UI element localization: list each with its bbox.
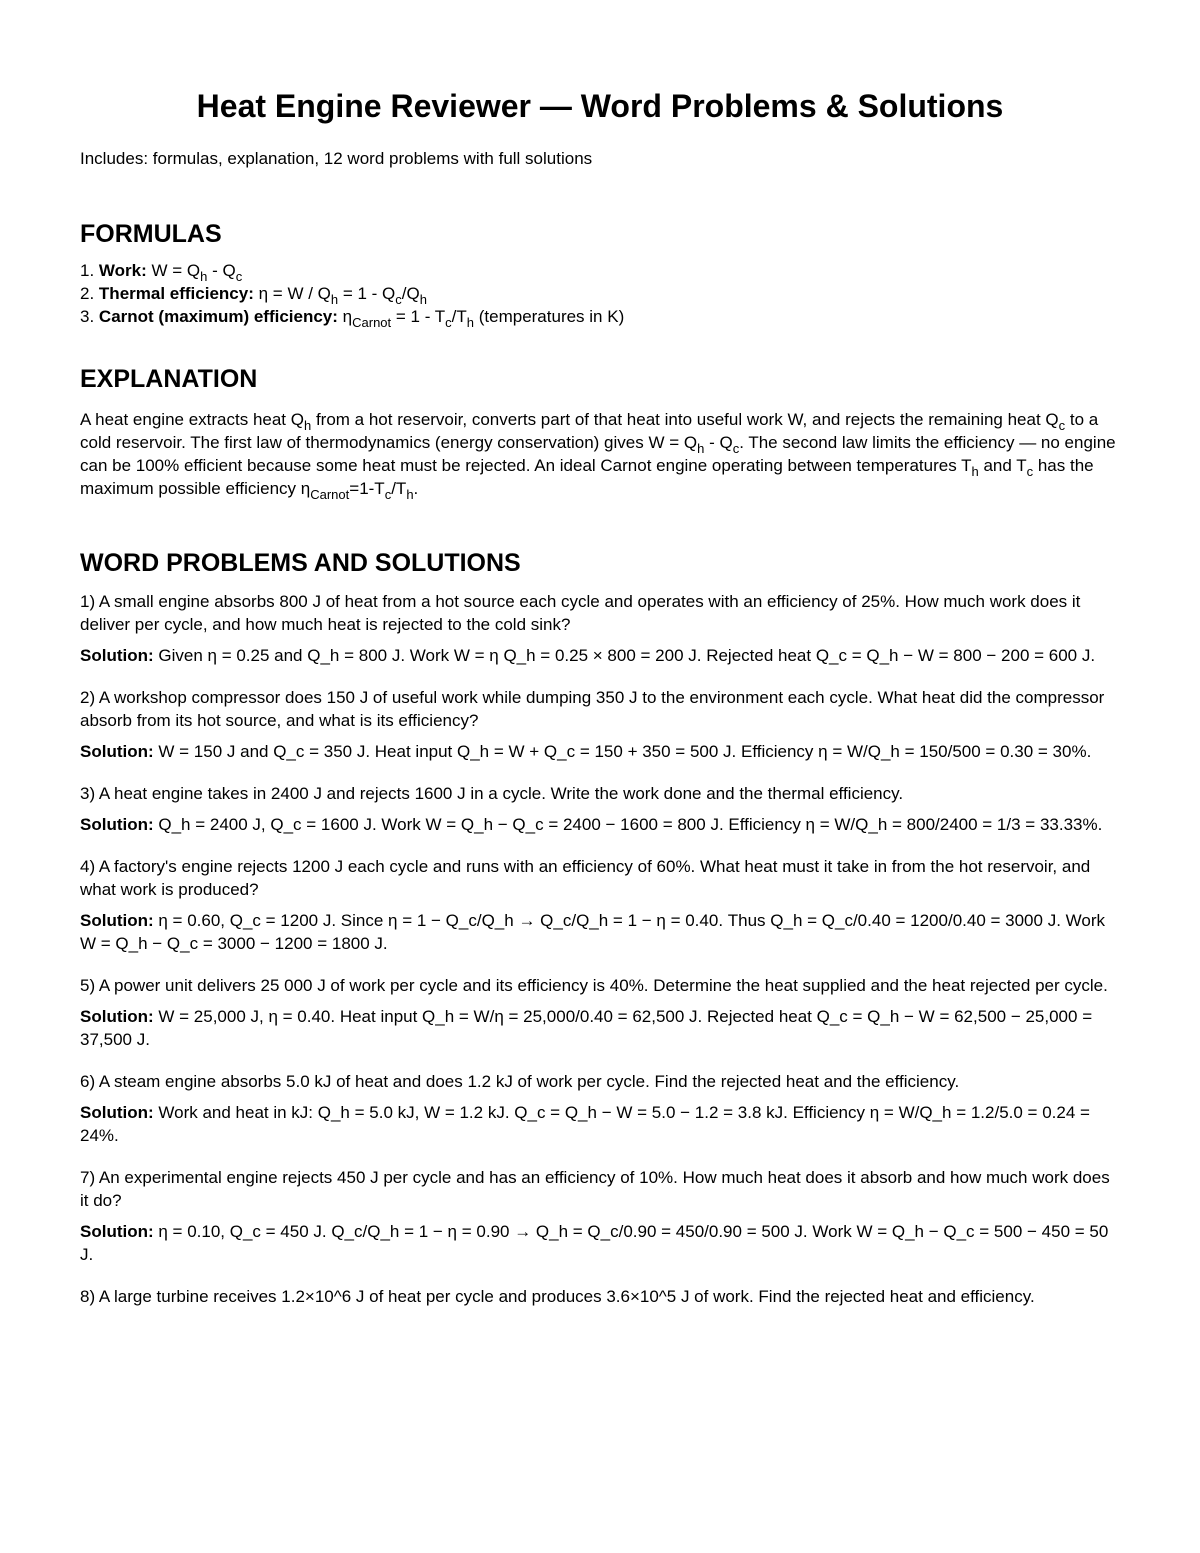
problem-item (80, 974, 1120, 1051)
problem-solution: Solution: η = 0.10, Q_c = 450 J. Q_c/Q_h = 1 − η = 0.90 → Q_h = Q_c/0.90 = 450/0.90 = 500 J. Work W = Q_h − Q_c = 500 − 450 = 50 J. (80, 1222, 1109, 1264)
problem-question: 7) An experimental engine rejects 450 J per cycle and has an efficiency of 10%. How much heat does it absorb and how much work does it do? (80, 1168, 1110, 1210)
problem-item (80, 1166, 1120, 1266)
problem-solution: Solution: Given η = 0.25 and Q_h = 800 J. Work W = η Q_h = 0.25 × 800 = 200 J. Rejected heat Q_c = Q_h − W = 800 − 200 = 600 J. (80, 646, 1096, 665)
explanation-heading: EXPLANATION (80, 365, 258, 393)
document-title: Heat Engine Reviewer — Word Problems & Solutions (196, 88, 1004, 124)
problem-item (80, 590, 1120, 667)
problem-question: 4) A factory's engine rejects 1200 J each cycle and runs with an efficiency of 60%. What heat must it take in from the hot reservoir, and what work is produced? (80, 857, 1091, 899)
formula-carnot-efficiency: 3. Carnot (maximum) efficiency: $\eta_{Carnot} = 1 - T_c/T_h$ (temperatures in K) (80, 307, 625, 330)
problem-solution: Solution: W = 25,000 J, η = 0.40. Heat input Q_h = W/η = 25,000/0.40 = 62,500 J. Rejected heat Q_c = Q_h − W = 62,500 − 25,000 = 37,500 J. (80, 1007, 1093, 1049)
solution-label: Solution: (80, 1007, 154, 1026)
solution-label: Solution: (80, 911, 154, 930)
problem-item (80, 855, 1120, 955)
problem-solution: Solution: Work and heat in kJ: Q_h = 5.0 kJ, W = 1.2 kJ. Q_c = Q_h − W = 5.0 − 1.2 = 3.8 kJ. Efficiency η = W/Q_h = 1.2/5.0 = 0.24 = 24%. (80, 1103, 1090, 1145)
solution-label: Solution: (80, 742, 154, 761)
problem-question: 5) A power unit delivers 25 000 J of work per cycle and its efficiency is 40%. Determine the heat supplied and the heat rejected per cycle. (80, 976, 1108, 995)
solution-label: Solution: (80, 646, 154, 665)
problem-item (80, 1285, 1120, 1308)
problem-item (80, 782, 1120, 836)
problem-question: 2) A workshop compressor does 150 J of useful work while dumping 350 J to the environment each cycle. What heat did the compressor absorb from its hot source, and what is its efficiency? (80, 688, 1105, 730)
problem-solution: Solution: η = 0.60, Q_c = 1200 J. Since η = 1 − Q_c/Q_h → Q_c/Q_h = 1 − η = 0.40. Thus Q_h = Q_c/0.40 = 1200/0.40 = 3000 J. Work W = Q_h − Q_c = 3000 − 1200 = 1800 J. (80, 911, 1105, 953)
formula-list (80, 259, 1120, 328)
solution-label: Solution: (80, 815, 154, 834)
formula-label: Carnot (maximum) efficiency: (98, 307, 338, 326)
problem-question: 6) A steam engine absorbs 5.0 kJ of heat and does 1.2 kJ of work per cycle. Find the rejected heat and the efficiency. (80, 1072, 960, 1091)
problems-heading: WORD PROBLEMS AND SOLUTIONS (80, 549, 521, 577)
problem-solution: Solution: W = 150 J and Q_c = 350 J. Heat input Q_h = W + Q_c = 150 + 350 = 500 J. Efficiency η = W/Q_h = 150/500 = 0.30 = 30%. (80, 742, 1092, 761)
problem-item (80, 686, 1120, 763)
problem-item (80, 1070, 1120, 1147)
problem-solution: Solution: Q_h = 2400 J, Q_c = 1600 J. Work W = Q_h − Q_c = 2400 − 1600 = 800 J. Efficiency η = W/Q_h = 800/2400 = 1/3 = 33.33%. (80, 815, 1103, 834)
problem-question: 1) A small engine absorbs 800 J of heat from a hot source each cycle and operates with an efficiency of 25%. How much work does it deliver per cycle, and how much heat is rejected to the cold sink? (80, 592, 1081, 634)
formula-label: Work: (98, 261, 147, 280)
document-subtitle: Includes: formulas, explanation, 12 word problems with full solutions (80, 149, 593, 168)
formula-label: Thermal efficiency: (98, 284, 254, 303)
formula-thermal-efficiency: 2. Thermal efficiency: $\eta = W / Q_h = 1 - Q_c/Q_h$ (80, 284, 427, 307)
problem-question: 8) A large turbine receives 1.2×10^6 J of heat per cycle and produces 3.6×10^5 J of work. Find the rejected heat and efficiency. (80, 1287, 1035, 1306)
explanation-paragraph: A heat engine extracts heat $Q_h$ from a hot reservoir, converts part of that heat into useful work W, and rejects the remaining heat $Q_c$ to a cold reservoir. The first law of thermodynamics (energy conservation) gives $W = Q_h - Q_c$. The second law limits the efficiency — no engine can be 100% efficient because some heat must be rejected. An ideal Carnot engine operating between temperatures $T_h$ and $T_c$ has the maximum possible efficiency $\eta_{Carnot}=1-T_c/T_h$. (80, 410, 1116, 502)
solution-label: Solution: (80, 1222, 154, 1241)
formula-work: 1. Work: $W = Q_h - Q_c$ (80, 261, 243, 284)
solution-label: Solution: (80, 1103, 154, 1122)
problem-question: 3) A heat engine takes in 2400 J and rejects 1600 J in a cycle. Write the work done and the thermal efficiency. (80, 784, 904, 803)
formulas-heading: FORMULAS (80, 220, 222, 248)
